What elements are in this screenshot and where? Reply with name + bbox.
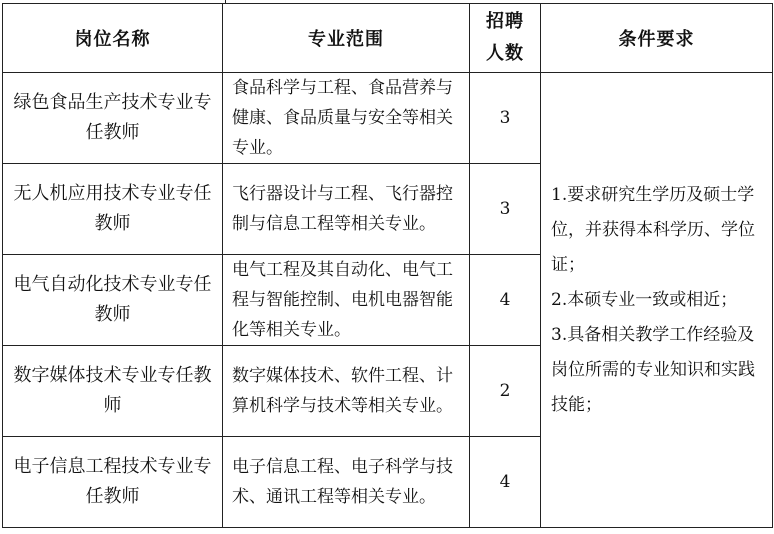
header-count-line1: 招聘 — [486, 11, 524, 32]
count-cell: 3 — [470, 164, 541, 255]
scope-cell: 数字媒体技术、软件工程、计算机科学与技术等相关专业。 — [223, 346, 470, 437]
count-cell: 4 — [470, 255, 541, 346]
scope-cell: 飞行器设计与工程、飞行器控制与信息工程等相关专业。 — [223, 164, 470, 255]
count-cell: 3 — [470, 73, 541, 164]
table-row — [3, 73, 773, 164]
header-position: 岗位名称 — [3, 4, 223, 73]
count-cell: 2 — [470, 346, 541, 437]
position-cell: 电子信息工程技术专业专任教师 — [3, 437, 223, 528]
requirements-cell — [541, 73, 773, 528]
position-cell: 数字媒体技术专业专任教师 — [3, 346, 223, 437]
position-cell: 无人机应用技术专业专任教师 — [3, 164, 223, 255]
header-scope: 专业范围 — [223, 4, 470, 73]
position-cell: 电气自动化技术专业专任教师 — [3, 255, 223, 346]
requirement-item: 1.要求研究生学历及硕士学位，并获得本科学历、学位证； — [551, 184, 755, 275]
position-cell: 绿色食品生产技术专业专任教师 — [3, 73, 223, 164]
scope-cell: 电气工程及其自动化、电气工程与智能控制、电机电器智能化等相关专业。 — [223, 255, 470, 346]
header-row — [3, 4, 773, 73]
header-requirements: 条件要求 — [541, 4, 773, 73]
requirement-item: 3.具备相关教学工作经验及岗位所需的专业知识和实践技能； — [551, 324, 755, 415]
scope-cell: 电子信息工程、电子科学与技术、通讯工程等相关专业。 — [223, 437, 470, 528]
requirement-item: 2.本硕专业一致或相近； — [551, 289, 738, 310]
count-cell: 4 — [470, 437, 541, 528]
recruitment-table — [2, 3, 773, 528]
scope-cell: 食品科学与工程、食品营养与健康、食品质量与安全等相关专业。 — [223, 73, 470, 164]
header-count — [470, 4, 541, 73]
header-count-line2: 人数 — [486, 43, 524, 64]
